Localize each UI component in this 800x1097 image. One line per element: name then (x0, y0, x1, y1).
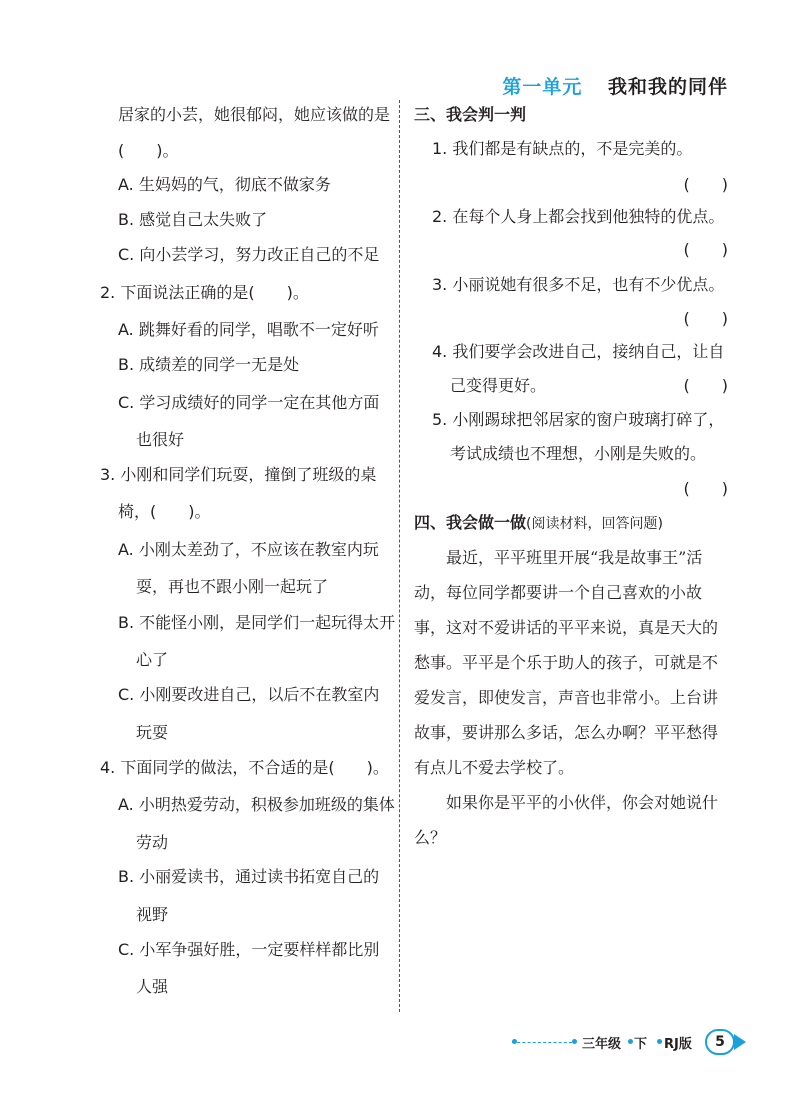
page-number: 5 (705, 1029, 735, 1055)
judge-answer-5[interactable]: ( ) (683, 479, 728, 498)
footer-dash-line (512, 1042, 572, 1043)
judge-item-5-cont: 考试成绩也不理想，小刚是失败的。 (450, 444, 707, 463)
option-a: A. 小刚太差劲了，不应该在教室内玩 (118, 540, 379, 559)
section-3-title: 三、我会判一判 (414, 105, 527, 124)
unit-title: 我和我的同伴 (607, 76, 728, 98)
question-4: 4. 下面同学的做法，不合适的是( )。 (100, 758, 389, 777)
option-b-cont: 视野 (136, 905, 169, 924)
judge-item-4: 4. 我们要学会改进自己，接纳自己，让自 (432, 342, 725, 361)
judge-item-1: 1. 我们都是有缺点的，不是完美的。 (432, 139, 693, 158)
semester-label: 下 (634, 1037, 648, 1052)
arrow-right-icon (734, 1034, 746, 1050)
reading-question: 如果你是平平的小伙伴，你会对她说什么？ (414, 793, 719, 847)
footer-dot-icon (628, 1039, 633, 1044)
option-c: C. 学习成绩好的同学一定在其他方面 (118, 393, 380, 412)
section-4-title: 四、我会做一做 (414, 513, 527, 532)
option-c: C. 小刚要改进自己，以后不在教室内 (118, 685, 380, 704)
option-c-cont: 人强 (136, 977, 169, 996)
judge-item-3: 3. 小丽说她有很多不足，也有不少优点。 (432, 275, 725, 294)
judge-answer-3[interactable]: ( ) (683, 309, 728, 328)
question-3: 3. 小刚和同学们玩耍，撞倒了班级的桌 (100, 465, 377, 484)
section-4-note: (阅读材料，回答问题) (526, 516, 663, 532)
answer-blank: ( )。 (118, 141, 179, 160)
question-3-cont: 椅，( )。 (118, 502, 211, 521)
column-divider (399, 100, 400, 1012)
version-label: RJ版 (664, 1037, 692, 1052)
option-a-cont: 劳动 (136, 833, 169, 852)
option-c-cont: 玩耍 (136, 723, 169, 742)
footer-dot-icon (512, 1039, 517, 1044)
judge-item-2: 2. 在每个人身上都会找到他独特的优点。 (432, 207, 725, 226)
judge-answer-4[interactable]: ( ) (683, 376, 728, 395)
option-c: C. 小军争强好胜，一定要样样都比别 (118, 940, 380, 959)
judge-answer-1[interactable]: ( ) (683, 175, 728, 194)
page-footer (512, 1029, 744, 1057)
footer-dot-icon (572, 1039, 577, 1044)
question-text: 居家的小芸，她很郁闷，她应该做的是 (118, 105, 391, 124)
option-a-cont: 耍，再也不跟小刚一起玩了 (136, 577, 329, 596)
option-b: B. 小丽爱读书，通过读书拓宽自己的 (118, 867, 380, 886)
unit-label: 第一单元 (502, 76, 583, 98)
option-a: A. 跳舞好看的同学，唱歌不一定好听 (118, 320, 379, 339)
option-a: A. 小明热爱劳动，积极参加班级的集体 (118, 795, 395, 814)
option-a: A. 生妈妈的气，彻底不做家务 (118, 175, 331, 194)
option-c: C. 向小芸学习，努力改正自己的不足 (118, 245, 380, 264)
reading-passage: 最近，平平班里开展“我是故事王”活动，每位同学都要讲一个自己喜欢的小故事，这对不爱讲话的平平来说，真是天大的愁事。平平是个乐于助人的孩子，可就是不爱发言，即使发言，声音也非常小。上台讲故事，要讲那么多话，怎么办啊？平平愁得有点儿不爱去学校了。 (414, 548, 719, 777)
option-b: B. 成绩差的同学一无是处 (118, 355, 300, 374)
judge-answer-2[interactable]: ( ) (683, 240, 728, 259)
footer-dot-icon (657, 1039, 662, 1044)
question-2: 2. 下面说法正确的是( )。 (100, 283, 309, 302)
option-b-cont: 心了 (136, 650, 169, 669)
option-b: B. 感觉自己太失败了 (118, 210, 268, 229)
unit-header (502, 72, 728, 99)
grade-label: 三年级 (582, 1037, 622, 1052)
judge-item-4-cont: 己变得更好。 (450, 376, 547, 395)
judge-item-5: 5. 小刚踢球把邻居家的窗户玻璃打碎了， (432, 410, 725, 429)
option-c-cont: 也很好 (136, 430, 185, 449)
section-4-heading (414, 510, 663, 533)
option-b: B. 不能怪小刚，是同学们一起玩得太开 (118, 613, 396, 632)
